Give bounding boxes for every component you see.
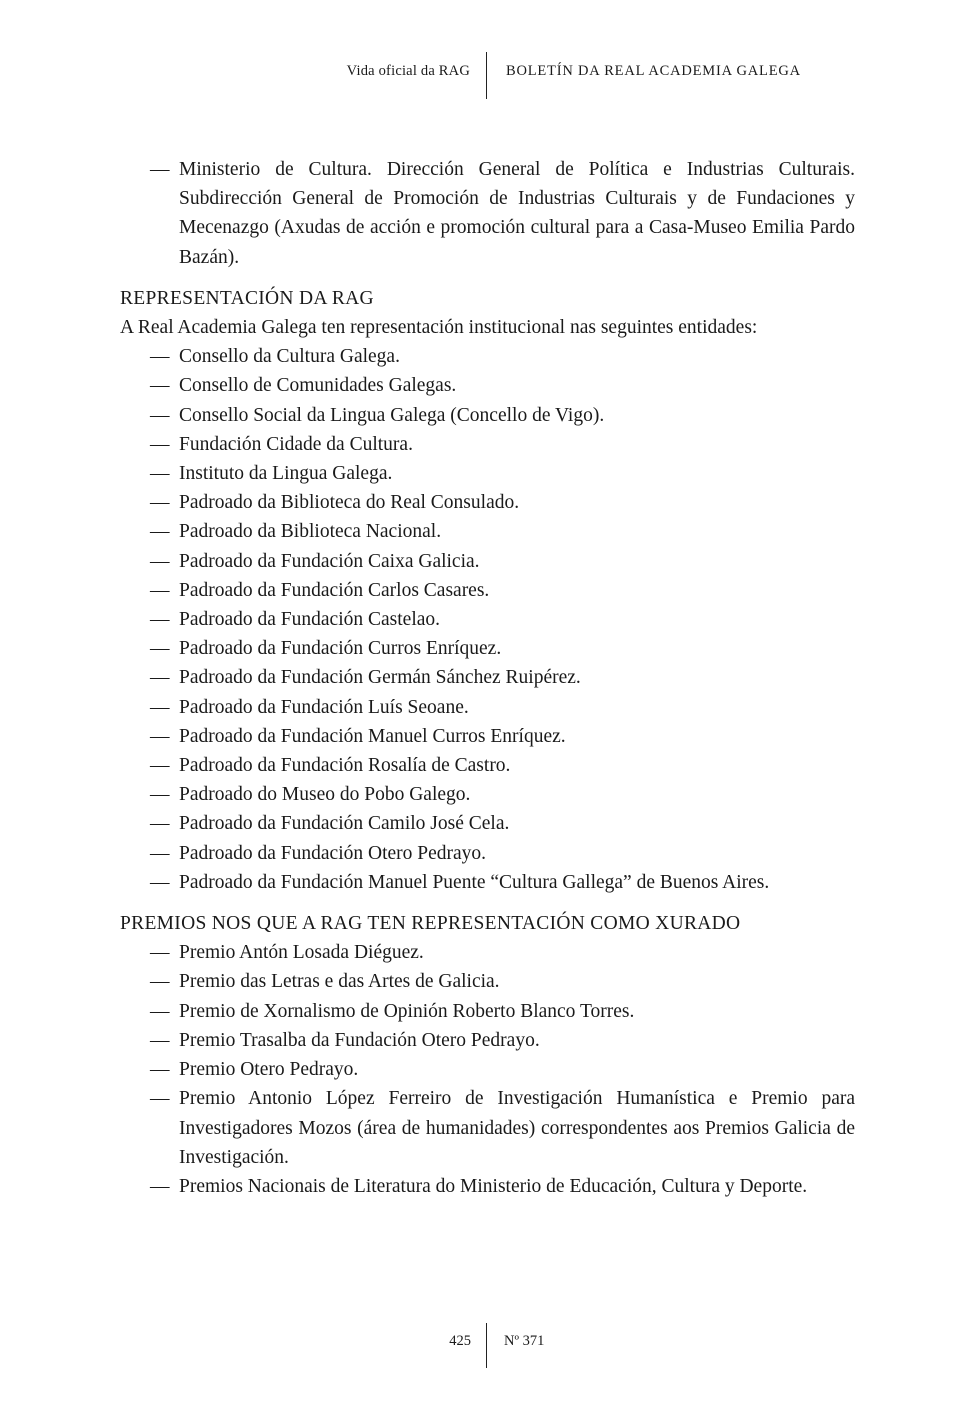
page-footer xyxy=(0,1323,975,1373)
list-item xyxy=(120,938,855,967)
list-item xyxy=(120,780,855,809)
list-item-text: Padroado do Museo do Pobo Galego. xyxy=(179,784,471,806)
opening-list xyxy=(120,155,855,272)
list-item-text: Padroado da Fundación Carlos Casares. xyxy=(179,579,490,601)
em-dash: — xyxy=(150,463,170,485)
list-item xyxy=(120,1026,855,1055)
list-item-text: Padroado da Fundación Caixa Galicia. xyxy=(179,550,480,572)
list-item-text: Instituto da Lingua Galega. xyxy=(179,463,393,485)
list-item-text: Premios Nacionais de Literatura do Ministerio de Educación, Cultura y Deporte. xyxy=(179,1175,808,1197)
running-head-journal: BOLETÍN DA REAL ACADEMIA GALEGA xyxy=(506,63,801,79)
em-dash: — xyxy=(150,579,170,601)
list-item xyxy=(120,155,855,272)
em-dash: — xyxy=(150,492,170,514)
list-item-text: Consello Social da Lingua Galega (Concello de Vigo). xyxy=(179,404,605,426)
list-item xyxy=(120,967,855,996)
list-item-text: Consello da Cultura Galega. xyxy=(179,346,400,368)
list-item-text: Premio Antonio López Ferreiro de Investigación Humanística e Premio para Investigadores Mozos (área de humanidades) correspondentes aos Premios Galicia de Investigación. xyxy=(179,1088,855,1168)
section-heading-awards: PREMIOS NOS QUE A RAG TEN REPRESENTACIÓN COMO XURADO xyxy=(120,913,741,935)
list-item xyxy=(120,488,855,517)
list-item xyxy=(120,722,855,751)
em-dash: — xyxy=(150,971,170,993)
em-dash: — xyxy=(150,725,170,747)
em-dash: — xyxy=(150,609,170,631)
em-dash: — xyxy=(150,1059,170,1081)
list-item xyxy=(120,634,855,663)
list-item-text: Padroado da Fundación Camilo José Cela. xyxy=(179,813,510,835)
em-dash: — xyxy=(150,550,170,572)
page-body xyxy=(120,155,855,1201)
list-item-text: Consello de Comunidades Galegas. xyxy=(179,375,457,397)
running-head-divider xyxy=(486,52,487,99)
list-item-text: Premio Otero Pedrayo. xyxy=(179,1059,359,1081)
em-dash: — xyxy=(150,1088,170,1110)
list-item xyxy=(120,401,855,430)
list-item xyxy=(120,1084,855,1172)
list-item xyxy=(120,868,855,897)
em-dash: — xyxy=(150,433,170,455)
list-item-text: Padroado da Fundación Manuel Curros Enríquez. xyxy=(179,725,566,747)
list-item xyxy=(120,605,855,634)
running-head xyxy=(0,60,975,100)
em-dash: — xyxy=(150,696,170,718)
em-dash: — xyxy=(150,813,170,835)
list-item-text: Ministerio de Cultura. Dirección General de Política e Industrias Culturais. Subdirección General de Promoción de Industrias Culturais y de Fundaciones y Mecenazgo (Axudas de acción e promoción cultural para a Casa-Museo Emilia Pardo Bazán). xyxy=(179,159,855,268)
list-item xyxy=(120,839,855,868)
list-item xyxy=(120,809,855,838)
em-dash: — xyxy=(150,667,170,689)
list-item-text: Premio Trasalba da Fundación Otero Pedrayo. xyxy=(179,1029,540,1051)
running-head-section: Vida oficial da RAG xyxy=(346,63,470,79)
list-item-text: Padroado da Fundación Manuel Puente “Cultura Gallega” de Buenos Aires. xyxy=(179,871,770,893)
em-dash: — xyxy=(150,1000,170,1022)
representation-list xyxy=(120,342,855,897)
list-item xyxy=(120,693,855,722)
list-item xyxy=(120,547,855,576)
em-dash: — xyxy=(150,1029,170,1051)
list-item-text: Padroado da Fundación Luís Seoane. xyxy=(179,696,469,718)
list-item-text: Padroado da Fundación Curros Enríquez. xyxy=(179,638,502,660)
list-item xyxy=(120,430,855,459)
em-dash: — xyxy=(150,942,170,964)
em-dash: — xyxy=(150,404,170,426)
list-item xyxy=(120,517,855,546)
footer-divider xyxy=(486,1323,487,1368)
list-item xyxy=(120,1055,855,1084)
list-item-text: Premio de Xornalismo de Opinión Roberto Blanco Torres. xyxy=(179,1000,635,1022)
section-heading-representation: REPRESENTACIÓN DA RAG xyxy=(120,287,374,309)
list-item xyxy=(120,663,855,692)
list-item xyxy=(120,576,855,605)
em-dash: — xyxy=(150,159,170,180)
list-item-text: Padroado da Biblioteca Nacional. xyxy=(179,521,442,543)
list-item-text: Premio das Letras e das Artes de Galicia. xyxy=(179,971,500,993)
list-item-text: Padroado da Fundación Germán Sánchez Ruipérez. xyxy=(179,667,581,689)
list-item xyxy=(120,371,855,400)
issue-number: Nº 371 xyxy=(504,1333,545,1349)
list-item-text: Padroado da Fundación Castelao. xyxy=(179,609,441,631)
em-dash: — xyxy=(150,842,170,864)
list-item xyxy=(120,1172,855,1201)
em-dash: — xyxy=(150,521,170,543)
list-item xyxy=(120,342,855,371)
em-dash: — xyxy=(150,1175,170,1197)
em-dash: — xyxy=(150,346,170,368)
list-item-text: Premio Antón Losada Diéguez. xyxy=(179,942,424,964)
section-intro: A Real Academia Galega ten representación institucional nas seguintes entidades: xyxy=(120,317,758,339)
list-item xyxy=(120,459,855,488)
list-item xyxy=(120,751,855,780)
list-item-text: Padroado da Fundación Otero Pedrayo. xyxy=(179,842,487,864)
list-item xyxy=(120,997,855,1026)
list-item-text: Padroado da Fundación Rosalía de Castro. xyxy=(179,755,511,777)
awards-list xyxy=(120,938,855,1201)
list-item-text: Fundación Cidade da Cultura. xyxy=(179,433,413,455)
em-dash: — xyxy=(150,784,170,806)
em-dash: — xyxy=(150,871,170,893)
em-dash: — xyxy=(150,638,170,660)
em-dash: — xyxy=(150,755,170,777)
list-item-text: Padroado da Biblioteca do Real Consulado. xyxy=(179,492,520,514)
em-dash: — xyxy=(150,375,170,397)
page-number: 425 xyxy=(449,1333,471,1349)
